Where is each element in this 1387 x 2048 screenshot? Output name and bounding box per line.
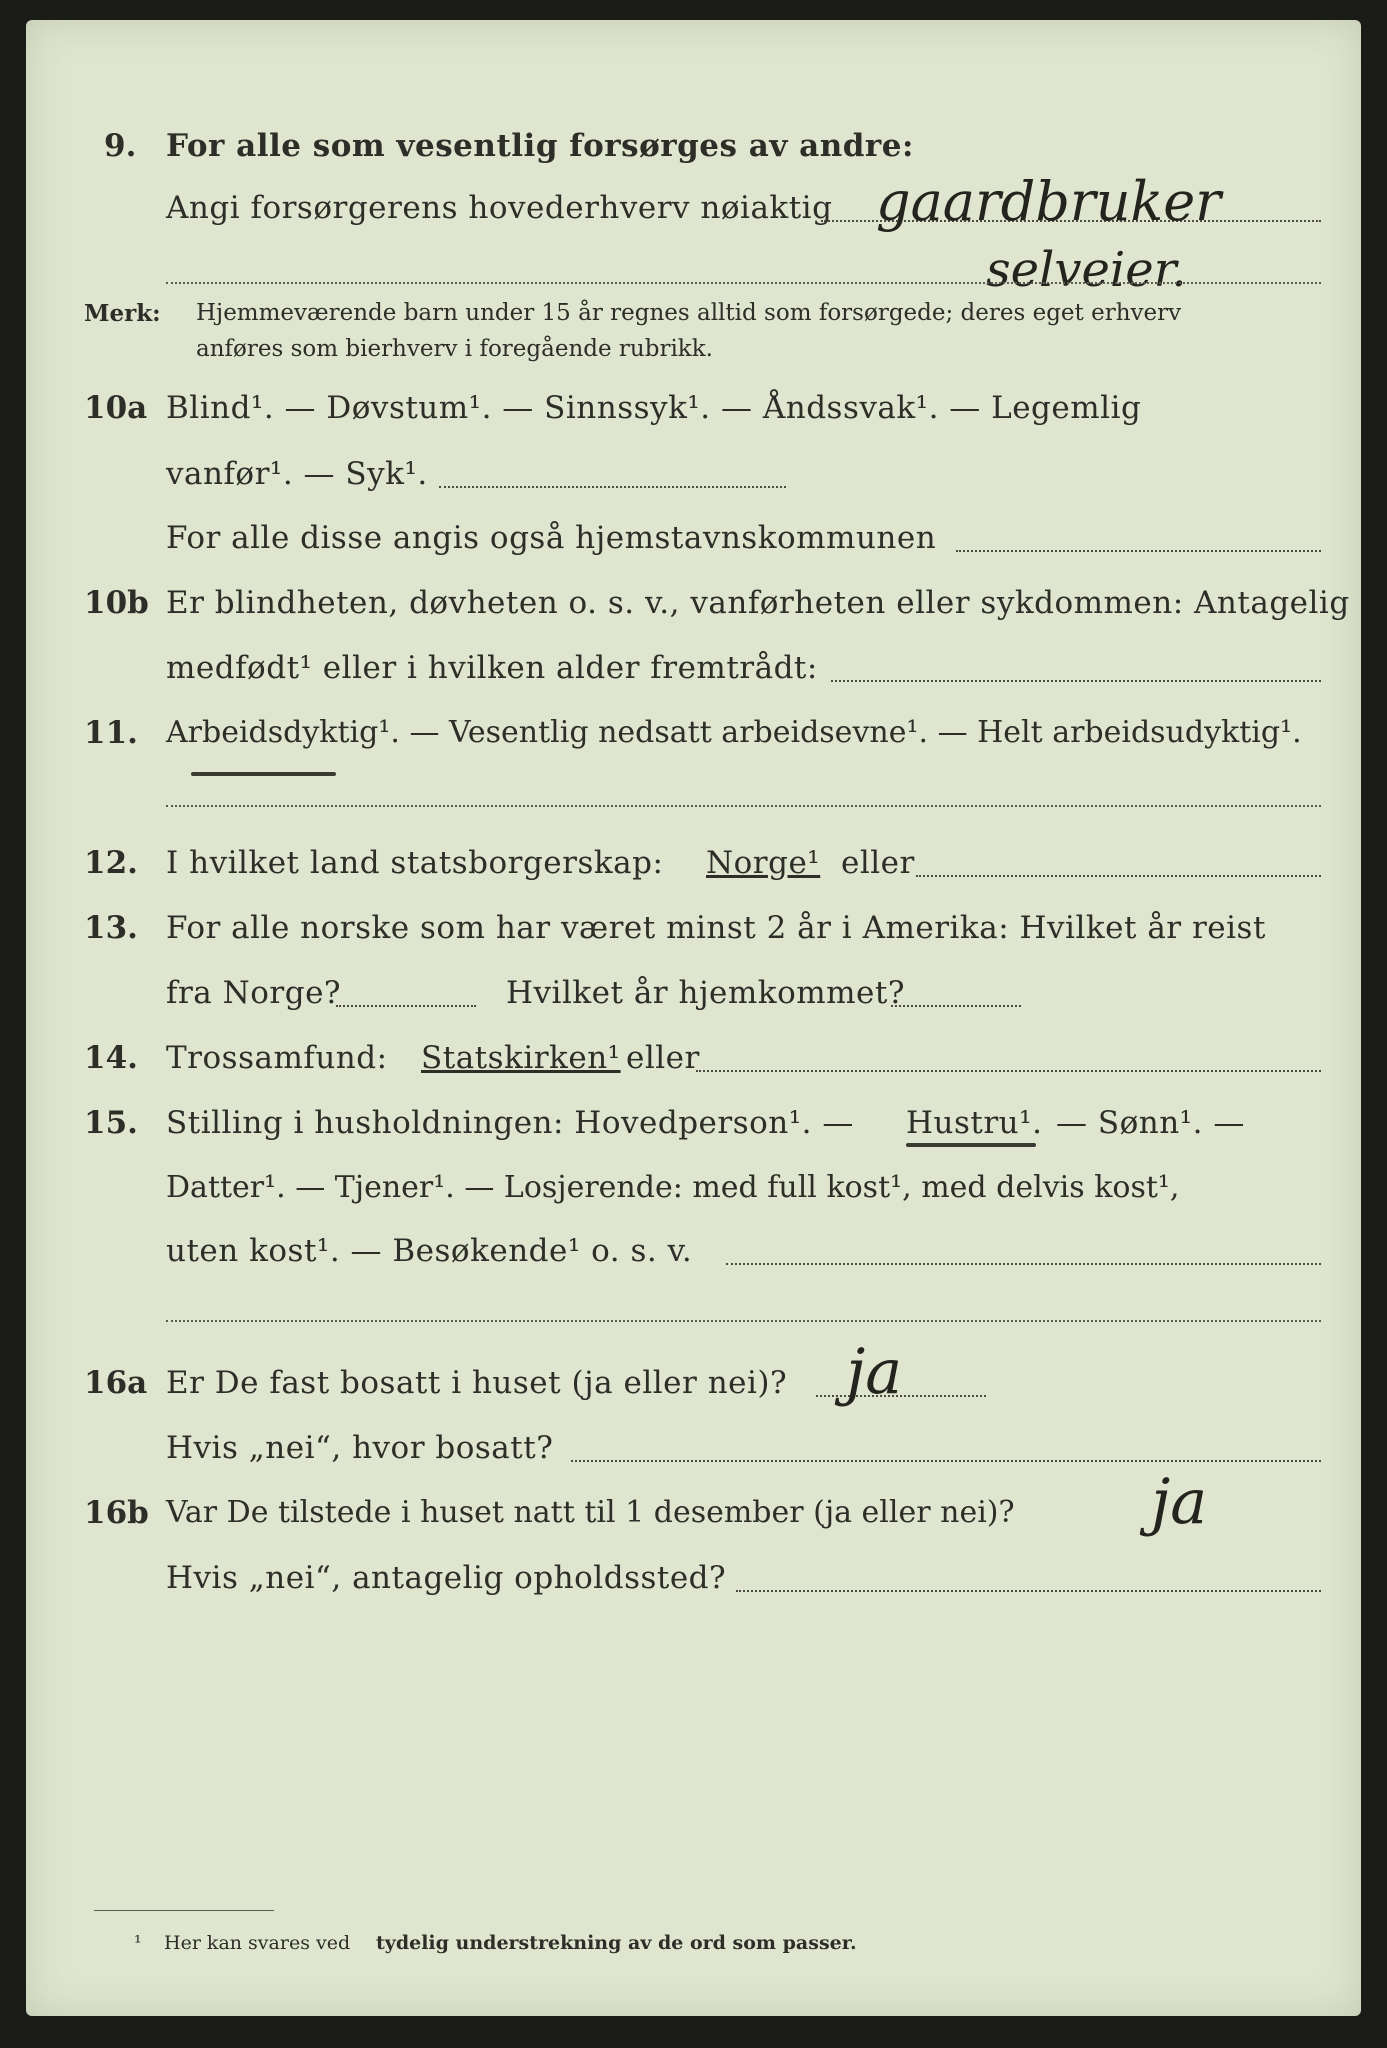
q10b-line1: Er blindheten, døvheten o. s. v., vanførheten eller sykdommen: Antagelig xyxy=(166,585,1350,621)
q10b-number: 10b xyxy=(84,585,149,621)
q10a-number: 10a xyxy=(84,390,148,426)
q13-line2b: Hvilket år hjemkommet? xyxy=(506,975,905,1011)
q14-prefix: Trossamfund: xyxy=(166,1040,388,1076)
q10b-line2: medfødt¹ eller i hvilken alder fremtrådt: xyxy=(166,650,818,686)
q16b-line2: Hvis „nei“, antagelig opholdssted? xyxy=(166,1560,727,1596)
q9-answer-owner: selveier. xyxy=(986,242,1187,298)
q15-line1c: — Sønn¹. — xyxy=(1056,1105,1245,1141)
q14-choice-statskirken: Statskirken¹ xyxy=(421,1040,621,1076)
footnote-rule xyxy=(94,1910,274,1911)
q9-line2: Angi forsørgerens hovederhverv nøiaktig xyxy=(166,190,833,226)
q9-line1: For alle som vesentlig forsørges av andre: xyxy=(166,128,914,164)
q11-divider xyxy=(166,805,1321,807)
q13-reist-line xyxy=(336,1005,476,1007)
q15-line1a: Stilling i husholdningen: Hovedperson¹. — xyxy=(166,1105,854,1141)
q10a-line1: Blind¹. — Døvstum¹. — Sinnssyk¹. — Åndssvak¹. — Legemlig xyxy=(166,390,1142,426)
q12-prefix: I hvilket land statsborgerskap: xyxy=(166,845,664,881)
q16a-line2: Hvis „nei“, hvor bosatt? xyxy=(166,1430,554,1466)
footnote-mark: ¹ xyxy=(134,1932,142,1954)
q16a-line1: Er De fast bosatt i huset (ja eller nei)? xyxy=(166,1365,788,1401)
q13-line1: For alle norske som har været minst 2 år i Amerika: Hvilket år reist xyxy=(166,910,1266,946)
q15-choice-hustru: Hustru¹. xyxy=(906,1105,1043,1141)
q16b-number: 16b xyxy=(84,1495,149,1531)
q12-suffix: eller xyxy=(841,845,915,881)
q12-answer-line xyxy=(916,875,1321,877)
q9-divider xyxy=(166,282,1321,284)
census-form-page xyxy=(26,20,1361,2016)
q10a-line3: For alle disse angis også hjemstavnskommunen xyxy=(166,520,937,556)
q10a-kommune-line xyxy=(956,550,1321,552)
q10a-syk-line xyxy=(439,486,786,488)
q13-number: 13. xyxy=(84,910,138,946)
merk-line1: Hjemmeværende barn under 15 år regnes alltid som forsørgede; deres eget erhverv xyxy=(196,300,1182,326)
q16a-answer: ja xyxy=(846,1335,903,1408)
q16a-number: 16a xyxy=(84,1365,148,1401)
q9-number: 9. xyxy=(104,128,137,164)
q16b-answer: ja xyxy=(1151,1465,1208,1538)
q10a-line2: vanfør¹. — Syk¹. xyxy=(166,456,428,492)
footnote-text: Her kan svares ved xyxy=(164,1932,351,1954)
q11-handwritten-underline xyxy=(191,772,336,776)
q13-hjemkommet-line xyxy=(891,1005,1021,1007)
q12-number: 12. xyxy=(84,845,138,881)
footnote-bold-text: tydelig understrekning av de ord som passer. xyxy=(376,1932,857,1954)
q15-answer-line xyxy=(726,1263,1321,1265)
q11-line1: Arbeidsdyktig¹. — Vesentlig nedsatt arbeidsevne¹. — Helt arbeidsudyktig¹. xyxy=(166,715,1302,750)
q15-divider xyxy=(166,1320,1321,1322)
q16a-bosatt-line xyxy=(571,1460,1321,1462)
merk-label: Merk: xyxy=(84,300,161,327)
q11-number: 11. xyxy=(84,715,138,751)
q15-line3: uten kost¹. — Besøkende¹ o. s. v. xyxy=(166,1233,693,1269)
q15-number: 15. xyxy=(84,1105,138,1141)
q14-answer-line xyxy=(696,1070,1321,1072)
q16b-opholdssted-line xyxy=(736,1590,1321,1592)
q15-line2: Datter¹. — Tjener¹. — Losjerende: med full kost¹, med delvis kost¹, xyxy=(166,1170,1180,1205)
q14-suffix: eller xyxy=(626,1040,700,1076)
merk-line2: anføres som bierhverv i foregående rubrikk. xyxy=(196,336,713,362)
q14-number: 14. xyxy=(84,1040,138,1076)
q16b-line1: Var De tilstede i huset natt til 1 desember (ja eller nei)? xyxy=(166,1495,1015,1530)
q13-line2a: fra Norge? xyxy=(166,975,342,1011)
q9-answer-occupation: gaardbruker xyxy=(876,170,1221,233)
q10b-answer-line xyxy=(831,680,1321,682)
q12-choice-norge: Norge¹ xyxy=(706,845,821,881)
q15-hustru-underline xyxy=(906,1143,1036,1147)
